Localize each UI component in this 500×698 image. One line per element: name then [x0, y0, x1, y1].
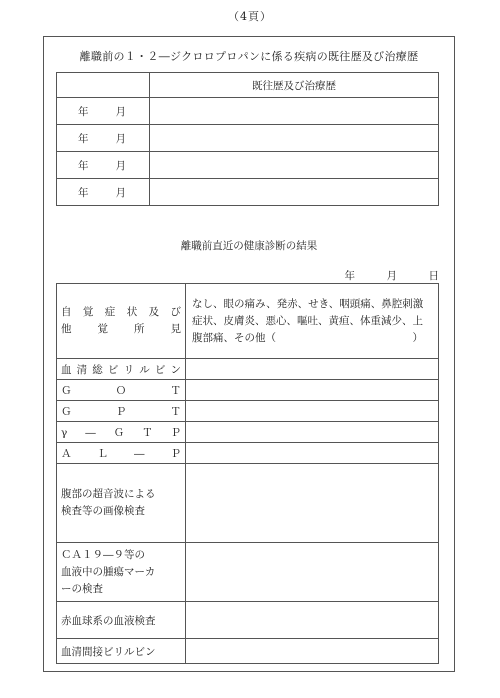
history-entry-field[interactable]: [150, 152, 439, 179]
symptoms-label-line1: 自覚症状及び: [61, 306, 181, 318]
year-month-cell: [57, 98, 150, 125]
tumor-marker-label: [57, 543, 186, 602]
symptoms-label: [57, 284, 186, 359]
indirect-bilirubin-label: 血清間接ビリルビン: [57, 639, 186, 664]
symptoms-options-line1: なし、眼の痛み、発赤、せき、咽頭痛、鼻腔刺激: [192, 297, 424, 310]
rbc-test-label: 赤血球系の血液検査: [57, 602, 186, 639]
ultrasound-label-line2: 検査等の画像検査: [61, 505, 145, 517]
table-row: [57, 464, 439, 543]
test-result-field[interactable]: [186, 359, 439, 380]
date-month-label: 月: [386, 270, 397, 282]
history-entry-field[interactable]: [150, 125, 439, 152]
table-row: [57, 98, 439, 125]
symptoms-options-line2: 症状、皮膚炎、悪心、嘔吐、黄疸、体重減少、上: [192, 314, 423, 327]
checkup-date: [56, 268, 439, 283]
year-month-cell: [57, 179, 150, 206]
history-section-title: 離職前の１・２―ジクロロプロパンに係る疾病の既往歴及び治療歴: [79, 50, 419, 63]
history-table: [56, 72, 439, 206]
year-month-cell: [57, 152, 150, 179]
month-label: 月: [115, 186, 128, 199]
test-label-gamma-gtp: γ ― Ｇ Ｔ Ｐ: [57, 422, 186, 443]
year-month-cell: [57, 125, 150, 152]
test-label-alp: Ａ Ｌ ― Ｐ: [57, 443, 186, 464]
date-year-label: 年: [344, 270, 355, 282]
ultrasound-result-field[interactable]: [186, 464, 439, 543]
tumor-marker-label-line2: 血液中の腫瘍マーカ: [61, 565, 156, 578]
year-label: 年: [78, 132, 91, 145]
rbc-result-field[interactable]: [186, 602, 439, 639]
tumor-marker-result-field[interactable]: [186, 543, 439, 602]
test-result-field[interactable]: [186, 401, 439, 422]
month-label: 月: [115, 132, 128, 145]
year-label: 年: [78, 186, 91, 199]
history-entry-field[interactable]: [150, 98, 439, 125]
history-entry-field[interactable]: [150, 179, 439, 206]
indirect-bilirubin-result-field[interactable]: [186, 639, 439, 664]
test-result-field[interactable]: [186, 443, 439, 464]
table-row: [57, 179, 439, 206]
table-row: [57, 152, 439, 179]
table-row: [57, 125, 439, 152]
checkup-table: [56, 283, 439, 664]
table-row: [57, 639, 439, 664]
table-row: [57, 359, 439, 380]
month-label: 月: [115, 159, 128, 172]
page-number: （4頁）: [228, 10, 272, 23]
table-row: [57, 443, 439, 464]
month-label: 月: [115, 105, 128, 118]
table-row: [57, 380, 439, 401]
ultrasound-label-line1: 腹部の超音波による: [61, 488, 156, 500]
symptoms-label-line2: 他 覚 所 見: [61, 323, 181, 335]
symptoms-options-line3: 腹部痛、その他（ ）: [192, 331, 423, 344]
checkup-section-title: 離職前直近の健康診断の結果: [180, 240, 318, 252]
test-label-gpt: Ｇ Ｐ Ｔ: [57, 401, 186, 422]
table-row: [57, 543, 439, 602]
test-label-got: Ｇ Ｏ Ｔ: [57, 380, 186, 401]
table-row: [57, 73, 439, 98]
tumor-marker-label-line3: ーの検査: [61, 582, 103, 595]
year-label: 年: [78, 159, 91, 172]
date-day-label: 日: [428, 270, 439, 282]
blank-header-cell: [57, 73, 150, 98]
ultrasound-label: [57, 464, 186, 543]
table-row: [57, 602, 439, 639]
test-result-field[interactable]: [186, 380, 439, 401]
table-row: [57, 401, 439, 422]
symptoms-options[interactable]: [186, 284, 439, 359]
year-label: 年: [78, 105, 91, 118]
table-row: [57, 422, 439, 443]
test-result-field[interactable]: [186, 422, 439, 443]
history-column-header: 既往歴及び治療歴: [150, 73, 439, 98]
test-label-total-bilirubin: 血清総ビリルビン: [57, 359, 186, 380]
table-row: [57, 284, 439, 359]
tumor-marker-label-line1: ＣＡ１９―９等の: [61, 548, 145, 561]
